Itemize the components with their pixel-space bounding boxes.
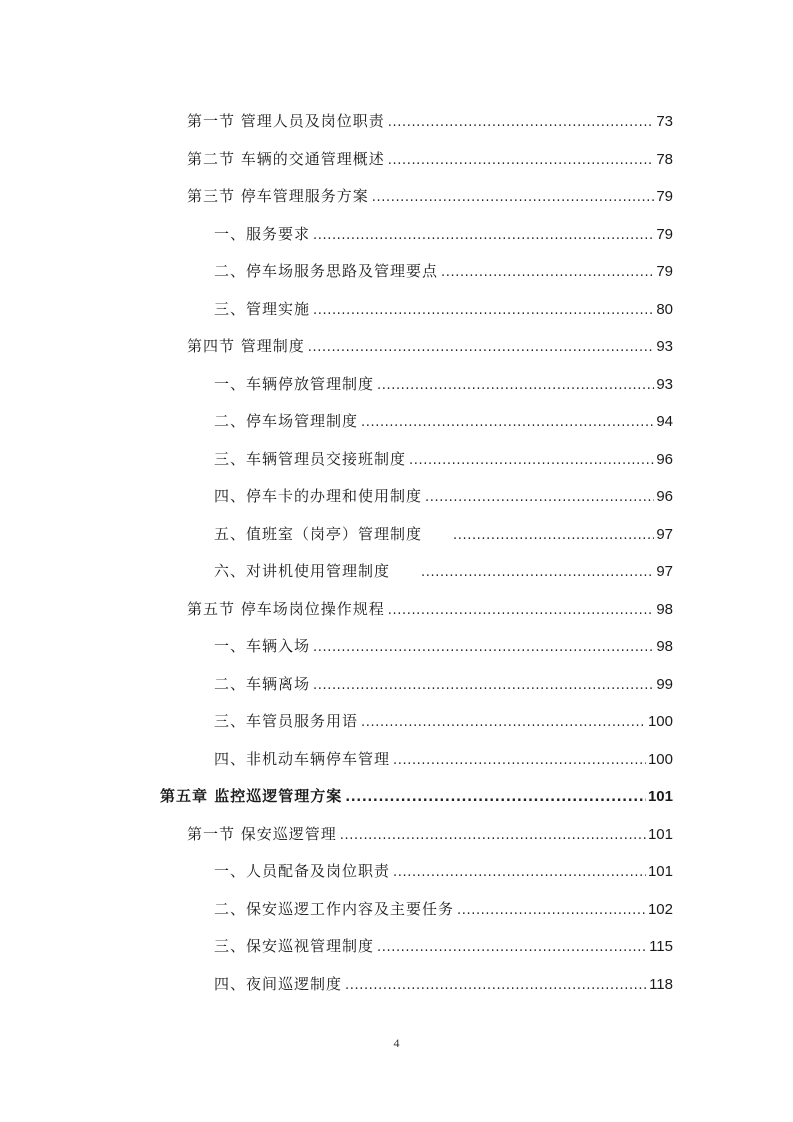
toc-chapter-entry[interactable] xyxy=(160,781,673,811)
toc-entry-title: 二、停车场服务思路及管理要点 xyxy=(214,262,439,280)
toc-entry-page: 101 xyxy=(647,863,673,880)
toc-dot-leader xyxy=(393,858,646,888)
toc-entry[interactable] xyxy=(214,556,673,586)
toc-entry[interactable] xyxy=(214,894,673,924)
toc-entry-page: 79 xyxy=(656,225,673,243)
toc-entry-title: 四、非机动车辆停车管理 xyxy=(214,749,391,768)
page-number: 4 xyxy=(393,1036,400,1050)
toc-entry[interactable] xyxy=(187,181,673,211)
toc-entry-page: 100 xyxy=(647,750,673,768)
toc-entry-title: 三、管理实施 xyxy=(214,299,311,318)
toc-dot-leader xyxy=(377,371,654,401)
toc-entry-title: 第五章 监控巡逻管理方案 xyxy=(160,787,343,805)
toc-entry-page: 102 xyxy=(647,900,673,918)
toc-entry-page: 100 xyxy=(647,713,673,730)
toc-entry-page: 98 xyxy=(656,600,673,618)
toc-dot-leader xyxy=(345,971,647,1001)
toc-entry-page: 118 xyxy=(649,975,673,993)
toc-entry-page: 101 xyxy=(647,825,673,843)
toc-dot-leader xyxy=(388,596,655,626)
toc-entry[interactable] xyxy=(214,481,673,511)
toc-dot-leader xyxy=(388,108,655,138)
toc-entry-page: 78 xyxy=(656,150,673,168)
toc-entry[interactable] xyxy=(214,631,673,661)
toc-entry-title: 一、车辆停放管理制度 xyxy=(214,374,375,393)
toc-entry-page: 93 xyxy=(656,375,673,393)
toc-dot-leader xyxy=(313,296,654,326)
toc-entry[interactable] xyxy=(214,406,673,436)
toc-entry[interactable] xyxy=(187,594,673,624)
toc-dot-leader xyxy=(421,558,654,588)
toc-dot-leader xyxy=(453,521,654,551)
toc-entry-title: 第五节 停车场岗位操作规程 xyxy=(187,599,385,618)
toc-entry-page: 80 xyxy=(656,300,673,318)
toc-entry[interactable] xyxy=(214,744,673,774)
toc-entry-page: 93 xyxy=(656,338,673,355)
toc-entry[interactable] xyxy=(214,444,673,474)
toc-entry[interactable] xyxy=(214,256,673,286)
toc-entry[interactable] xyxy=(187,819,673,849)
toc-dot-leader xyxy=(313,633,654,663)
toc-dot-leader xyxy=(361,408,654,438)
toc-entry[interactable] xyxy=(214,369,673,399)
toc-entry-page: 97 xyxy=(656,563,673,580)
toc-entry-title: 第二节 车辆的交通管理概述 xyxy=(187,149,385,168)
toc-entry[interactable] xyxy=(187,331,673,361)
toc-dot-leader xyxy=(372,183,655,213)
toc-dot-leader xyxy=(388,146,655,176)
toc-entry-page: 98 xyxy=(656,638,673,655)
toc-entry-title: 第一节 管理人员及岗位职责 xyxy=(187,112,385,130)
toc-entry-page: 97 xyxy=(656,525,673,543)
toc-entry[interactable] xyxy=(187,106,673,136)
toc-entry[interactable] xyxy=(214,669,673,699)
toc-dot-leader xyxy=(313,671,654,701)
toc-dot-leader xyxy=(409,446,654,476)
toc-dot-leader xyxy=(441,258,654,288)
toc-dot-leader xyxy=(393,746,646,776)
toc-entry-title: 一、车辆入场 xyxy=(214,637,311,655)
toc-entry-title: 二、保安巡逻工作内容及主要任务 xyxy=(214,899,455,918)
toc-dot-leader xyxy=(340,821,646,851)
toc-entry[interactable] xyxy=(214,969,673,999)
toc-dot-leader xyxy=(313,221,654,251)
toc-dot-leader xyxy=(308,333,655,363)
toc-dot-leader xyxy=(457,896,646,926)
toc-entry-title: 六、对讲机使用管理制度 xyxy=(214,562,391,580)
toc-entry-page: 99 xyxy=(656,675,673,693)
toc-entry-title: 五、值班室（岗亭）管理制度 xyxy=(214,524,423,543)
toc-dot-leader xyxy=(425,483,654,513)
toc-entry[interactable] xyxy=(214,294,673,324)
toc-entry-title: 四、停车卡的办理和使用制度 xyxy=(214,487,423,505)
toc-entry-page: 79 xyxy=(656,188,673,205)
toc-entry-title: 三、保安巡视管理制度 xyxy=(214,937,375,955)
toc-dot-leader xyxy=(345,783,646,813)
toc-entry-page: 115 xyxy=(649,938,673,955)
toc-entry[interactable] xyxy=(214,931,673,961)
toc-entry-title: 一、服务要求 xyxy=(214,224,311,243)
toc-entry[interactable] xyxy=(187,144,673,174)
toc-entry-title: 二、车辆离场 xyxy=(214,674,311,693)
toc-entry-page: 101 xyxy=(647,788,673,805)
toc-entry-title: 一、人员配备及岗位职责 xyxy=(214,862,391,880)
toc-entry[interactable] xyxy=(214,706,673,736)
toc-entry[interactable] xyxy=(214,519,673,549)
toc-entry-page: 79 xyxy=(656,263,673,280)
toc-entry-title: 四、夜间巡逻制度 xyxy=(214,974,343,993)
toc-entry-title: 三、车管员服务用语 xyxy=(214,712,359,730)
toc-entry-page: 94 xyxy=(656,413,673,430)
toc-entry[interactable] xyxy=(214,856,673,886)
toc-entry-title: 第三节 停车管理服务方案 xyxy=(187,187,369,205)
toc-entry-title: 第四节 管理制度 xyxy=(187,337,305,355)
toc-entry-page: 96 xyxy=(656,488,673,505)
toc-dot-leader xyxy=(361,708,646,738)
toc-entry-page: 96 xyxy=(656,450,673,468)
toc-entry-page: 73 xyxy=(656,113,673,130)
toc-entry-title: 二、停车场管理制度 xyxy=(214,412,359,430)
toc-dot-leader xyxy=(377,933,647,963)
toc-entry[interactable] xyxy=(214,219,673,249)
toc-entry-title: 三、车辆管理员交接班制度 xyxy=(214,449,407,468)
toc-entry-title: 第一节 保安巡逻管理 xyxy=(187,824,337,843)
